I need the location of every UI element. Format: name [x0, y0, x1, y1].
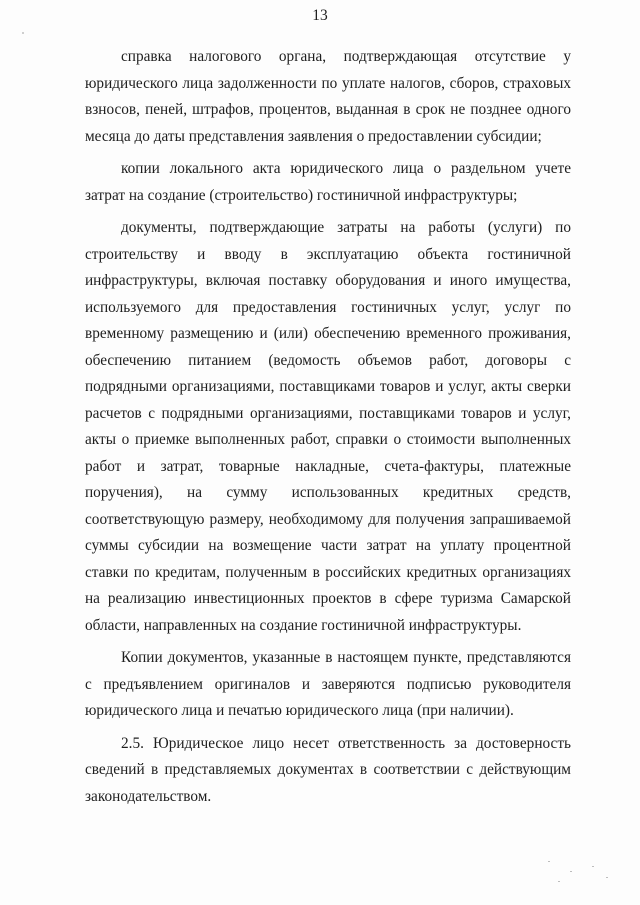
page-number: 13 — [312, 7, 328, 24]
paragraph-copies-certification: Копии документов, указанные в настоящем пункте, представляются с предъявлением оригиналов и заверяются подписью руководителя юридического лица и печатью юридического лица (при наличии). — [85, 649, 571, 719]
document-body — [85, 44, 571, 810]
paragraph-responsibility-2-5: 2.5. Юридическое лицо несет ответственность за достоверность сведений в представляемых документах в соответствии с действующим законодательством. — [85, 734, 571, 805]
scan-artifact — [22, 32, 24, 34]
paragraph-cost-documents: документы, подтверждающие затраты на работы (услуги) по строительству и вводу в эксплуатацию объекта гостиничной инфраструктуры, включая поставку оборудования и иного имущества, используемого для предоставления гостиничных услуг, услуг по временному размещению и (или) обеспечению временного проживания, обеспечению питанием (ведомость объемов работ, договоры с подрядными организациями, поставщиками товаров и услуг, акты сверки расчетов с подрядными организациями, поставщиками товаров и услуг, акты о приемке выполненных работ, справки о стоимости выполненных работ и затрат, товарные накладные, счета-фактуры, платежные поручения), на сумму использованных кредитных средств, соответствующую размеру, необходимому для получения запрашиваемой суммы субсидии на возмещение части затрат на уплату процентной ставки по кредитам, полученным в российских кредитных организациях на реализацию инвестиционных проектов в сфере туризма Самарской области, направленных на создание гостиничной инфраструктуры. — [85, 219, 571, 634]
scan-specks — [540, 857, 620, 887]
paragraph-tax-certificate: справка налогового органа, подтверждающая отсутствие у юридического лица задолженности по уплате налогов, сборов, страховых взносов, пеней, штрафов, процентов, выданная в срок не позднее одного месяца до даты представления заявления о предоставлении субсидии; — [85, 48, 571, 145]
paragraph-local-act-copies: копии локального акта юридического лица о раздельном учете затрат на создание (строительство) гостиничной инфраструктуры; — [85, 160, 571, 204]
